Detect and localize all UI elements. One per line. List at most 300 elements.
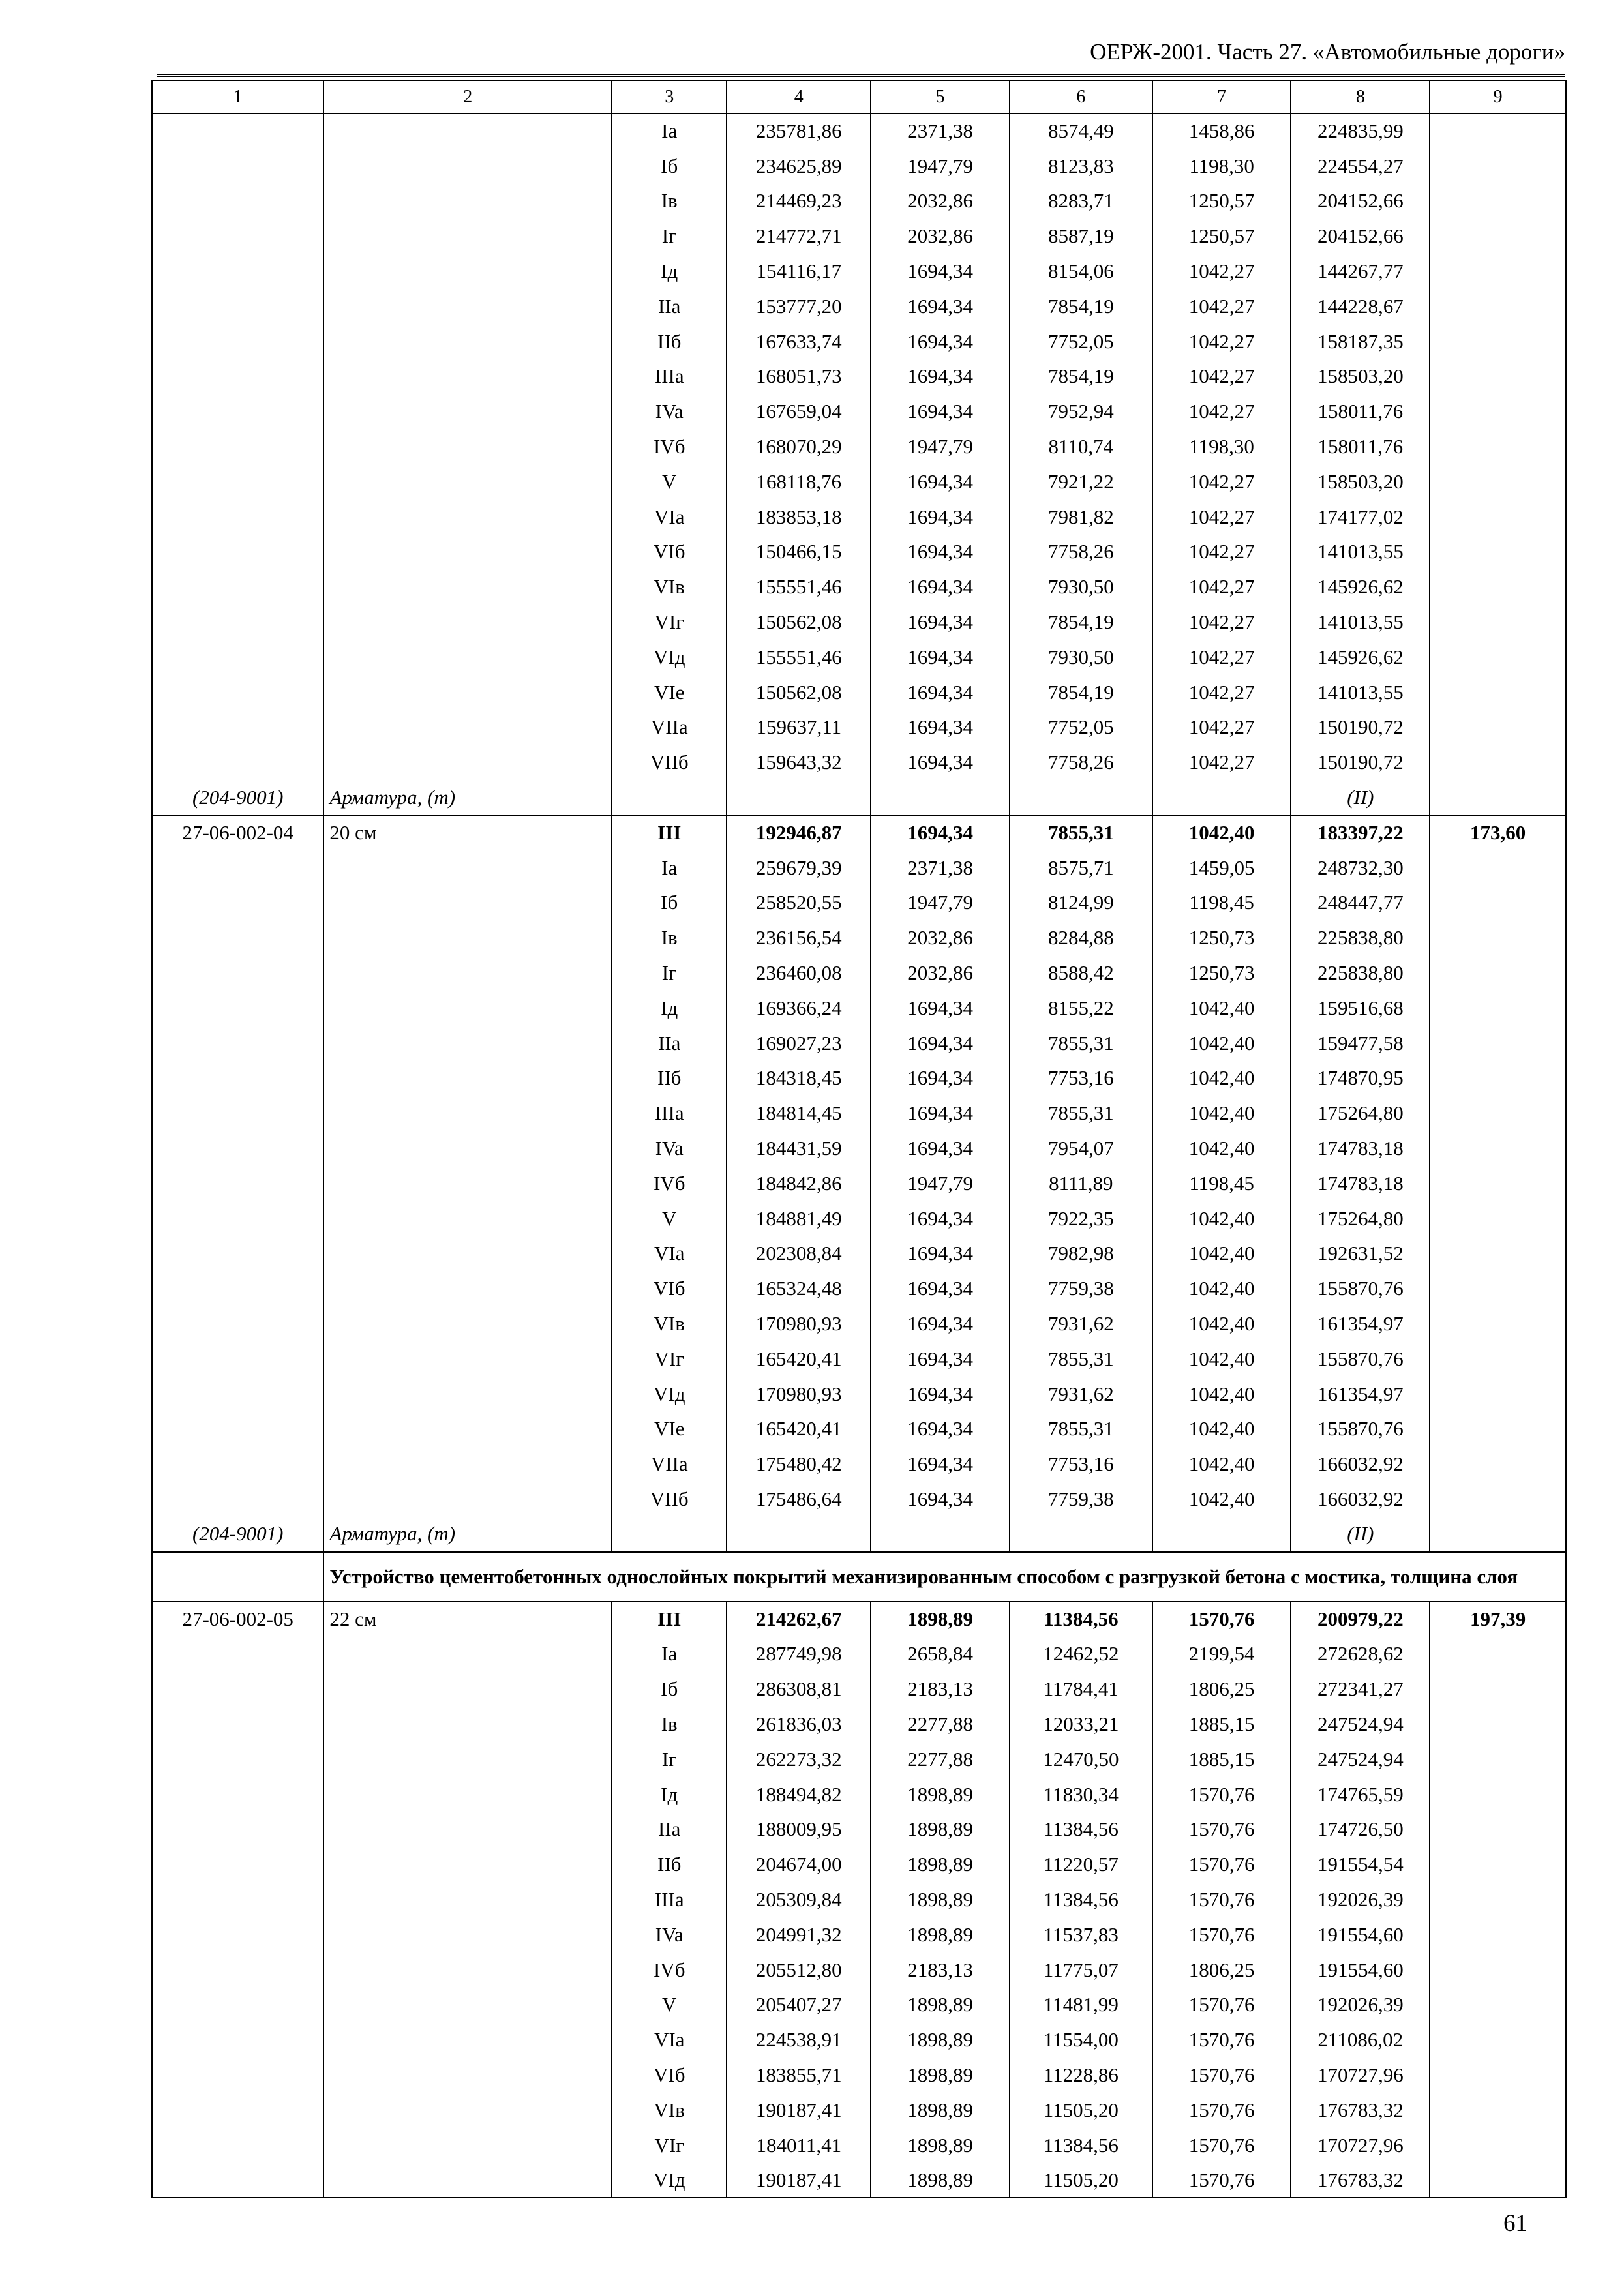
column-number-row bbox=[152, 80, 1566, 113]
value-cell: 1694,34 bbox=[871, 464, 1010, 500]
table-row bbox=[152, 1552, 1566, 1602]
value-cell: 202308,84 bbox=[727, 1236, 871, 1272]
zone-cell: Iв bbox=[612, 184, 727, 219]
value-cell: 1694,34 bbox=[871, 640, 1010, 675]
table-row bbox=[152, 1987, 1566, 2022]
resource-code: (204-9001) bbox=[152, 1517, 323, 1552]
value-cell: 170980,93 bbox=[727, 1377, 871, 1412]
value-cell: 8574,49 bbox=[1010, 113, 1152, 149]
value-cell: 165420,41 bbox=[727, 1341, 871, 1377]
table-row bbox=[152, 113, 1566, 149]
value-cell: 262273,32 bbox=[727, 1742, 871, 1777]
zone-cell: Iг bbox=[612, 1742, 727, 1777]
value-cell: 11554,00 bbox=[1010, 2022, 1152, 2057]
rate-name bbox=[323, 2128, 612, 2163]
value-cell: 1694,34 bbox=[871, 1236, 1010, 1272]
zone-cell: Iд bbox=[612, 1777, 727, 1812]
rate-name bbox=[323, 2022, 612, 2057]
value-cell: 7752,05 bbox=[1010, 324, 1152, 359]
value-cell: 174783,18 bbox=[1291, 1166, 1430, 1201]
value-cell: 184881,49 bbox=[727, 1201, 871, 1236]
table-row bbox=[152, 1201, 1566, 1236]
value-cell: 1042,27 bbox=[1152, 605, 1291, 640]
value-cell: 1042,27 bbox=[1152, 289, 1291, 324]
value-cell bbox=[1430, 1636, 1566, 1671]
value-cell: 7759,38 bbox=[1010, 1271, 1152, 1306]
rate-code bbox=[152, 289, 323, 324]
value-cell: 225838,80 bbox=[1291, 955, 1430, 991]
value-cell: 150190,72 bbox=[1291, 710, 1430, 745]
value-cell: 1459,05 bbox=[1152, 850, 1291, 886]
table-row bbox=[152, 1671, 1566, 1707]
value-cell: 192631,52 bbox=[1291, 1236, 1430, 1272]
value-cell bbox=[1430, 1517, 1566, 1552]
value-cell: 174783,18 bbox=[1291, 1131, 1430, 1166]
value-cell: 234625,89 bbox=[727, 149, 871, 184]
resource-code: (204-9001) bbox=[152, 780, 323, 815]
rate-code bbox=[152, 850, 323, 886]
rate-code bbox=[152, 1306, 323, 1341]
rate-code bbox=[152, 359, 323, 395]
value-cell: 159643,32 bbox=[727, 745, 871, 780]
zone-cell: VIe bbox=[612, 1411, 727, 1446]
table-row bbox=[152, 1061, 1566, 1096]
rate-code bbox=[152, 1882, 323, 1917]
value-cell: 191554,60 bbox=[1291, 1952, 1430, 1988]
rate-name bbox=[323, 394, 612, 429]
value-cell: 8575,71 bbox=[1010, 850, 1152, 886]
value-cell: 8588,42 bbox=[1010, 955, 1152, 991]
value-cell bbox=[1430, 184, 1566, 219]
value-cell bbox=[1430, 745, 1566, 780]
value-cell: 7854,19 bbox=[1010, 359, 1152, 395]
table-row bbox=[152, 1166, 1566, 1201]
rate-name bbox=[323, 1482, 612, 1517]
value-cell: 2371,38 bbox=[871, 113, 1010, 149]
value-cell bbox=[1430, 1952, 1566, 1988]
value-cell: 7758,26 bbox=[1010, 535, 1152, 570]
value-cell: 1806,25 bbox=[1152, 1671, 1291, 1707]
value-cell: 1694,34 bbox=[871, 1271, 1010, 1306]
zone-cell: V bbox=[612, 464, 727, 500]
value-cell: 192026,39 bbox=[1291, 1882, 1430, 1917]
value-cell: 1042,40 bbox=[1152, 1131, 1291, 1166]
value-cell: 235781,86 bbox=[727, 113, 871, 149]
value-cell: 225838,80 bbox=[1291, 920, 1430, 955]
value-cell: 191554,54 bbox=[1291, 1847, 1430, 1882]
table-row bbox=[152, 1446, 1566, 1482]
rate-code bbox=[152, 569, 323, 605]
value-cell: 1898,89 bbox=[871, 2162, 1010, 2198]
zone-cell bbox=[612, 780, 727, 815]
rate-name bbox=[323, 218, 612, 254]
value-cell bbox=[1430, 1812, 1566, 1847]
value-cell bbox=[1430, 1671, 1566, 1707]
zone-cell: IIб bbox=[612, 1061, 727, 1096]
rate-code bbox=[152, 1166, 323, 1201]
table-row bbox=[152, 218, 1566, 254]
zone-cell: IIIa bbox=[612, 1882, 727, 1917]
value-cell: 1694,34 bbox=[871, 1061, 1010, 1096]
value-cell: 170980,93 bbox=[727, 1306, 871, 1341]
value-cell: 150466,15 bbox=[727, 535, 871, 570]
rate-code bbox=[152, 2057, 323, 2093]
value-cell: 8124,99 bbox=[1010, 886, 1152, 921]
value-cell: 1042,40 bbox=[1152, 1411, 1291, 1446]
value-cell bbox=[1430, 1707, 1566, 1742]
value-cell bbox=[1430, 780, 1566, 815]
table-row bbox=[152, 569, 1566, 605]
value-cell: 1898,89 bbox=[871, 1987, 1010, 2022]
value-cell bbox=[1010, 780, 1152, 815]
value-cell: 192026,39 bbox=[1291, 1987, 1430, 2022]
rate-name bbox=[323, 1166, 612, 1201]
rate-code bbox=[152, 1131, 323, 1166]
value-cell: 7854,19 bbox=[1010, 605, 1152, 640]
value-cell: 261836,03 bbox=[727, 1707, 871, 1742]
rate-name bbox=[323, 1812, 612, 1847]
value-cell: 1694,34 bbox=[871, 500, 1010, 535]
value-cell bbox=[1430, 1201, 1566, 1236]
value-cell: 155551,46 bbox=[727, 640, 871, 675]
value-cell: 1947,79 bbox=[871, 886, 1010, 921]
rate-code: 27-06-002-05 bbox=[152, 1602, 323, 1637]
rate-code bbox=[152, 920, 323, 955]
zone-cell: VIв bbox=[612, 1306, 727, 1341]
value-cell: 150562,08 bbox=[727, 605, 871, 640]
value-cell bbox=[1430, 394, 1566, 429]
value-cell: 159516,68 bbox=[1291, 991, 1430, 1026]
rate-code bbox=[152, 324, 323, 359]
value-cell: 158503,20 bbox=[1291, 359, 1430, 395]
value-cell: 224835,99 bbox=[1291, 113, 1430, 149]
value-cell: 176783,32 bbox=[1291, 2162, 1430, 2198]
value-cell: 1042,27 bbox=[1152, 569, 1291, 605]
value-cell bbox=[1430, 535, 1566, 570]
column-number: 8 bbox=[1291, 80, 1430, 113]
rate-code bbox=[152, 1636, 323, 1671]
document-title: ОЕРЖ-2001. Часть 27. «Автомобильные дороги» bbox=[1090, 39, 1565, 65]
rate-name bbox=[323, 1707, 612, 1742]
value-cell: 1042,27 bbox=[1152, 464, 1291, 500]
rate-name bbox=[323, 1671, 612, 1707]
value-cell bbox=[1430, 1847, 1566, 1882]
zone-cell: Iд bbox=[612, 254, 727, 289]
zone-cell: IVa bbox=[612, 1917, 727, 1952]
rate-code bbox=[152, 886, 323, 921]
rate-name bbox=[323, 1271, 612, 1306]
value-cell: 150190,72 bbox=[1291, 745, 1430, 780]
rate-code: 27-06-002-04 bbox=[152, 815, 323, 850]
rate-code bbox=[152, 745, 323, 780]
value-cell: 7921,22 bbox=[1010, 464, 1152, 500]
value-cell: 8123,83 bbox=[1010, 149, 1152, 184]
rate-name bbox=[323, 1882, 612, 1917]
rate-code bbox=[152, 1236, 323, 1272]
value-cell: 11384,56 bbox=[1010, 1602, 1152, 1637]
value-cell: 1898,89 bbox=[871, 2057, 1010, 2093]
value-cell: 1694,34 bbox=[871, 535, 1010, 570]
zone-cell: IVa bbox=[612, 1131, 727, 1166]
value-cell: 175486,64 bbox=[727, 1482, 871, 1517]
value-cell: 1694,34 bbox=[871, 605, 1010, 640]
resource-name: Арматура, (т) bbox=[323, 1517, 612, 1552]
table-row bbox=[152, 254, 1566, 289]
value-cell: 1042,40 bbox=[1152, 1236, 1291, 1272]
value-cell: 1694,34 bbox=[871, 394, 1010, 429]
value-cell: 155870,76 bbox=[1291, 1271, 1430, 1306]
value-cell: 11775,07 bbox=[1010, 1952, 1152, 1988]
value-cell: 224554,27 bbox=[1291, 149, 1430, 184]
rate-code bbox=[152, 535, 323, 570]
rate-name bbox=[323, 745, 612, 780]
value-cell bbox=[1430, 429, 1566, 464]
table-row bbox=[152, 991, 1566, 1026]
table-row bbox=[152, 535, 1566, 570]
rate-code bbox=[152, 710, 323, 745]
value-cell: 1042,40 bbox=[1152, 1482, 1291, 1517]
zone-cell: VIIa bbox=[612, 1446, 727, 1482]
value-cell: 1570,76 bbox=[1152, 1777, 1291, 1812]
value-cell: 168118,76 bbox=[727, 464, 871, 500]
zone-cell: VIд bbox=[612, 1377, 727, 1412]
resource-name: Арматура, (т) bbox=[323, 780, 612, 815]
value-cell: 1694,34 bbox=[871, 1377, 1010, 1412]
value-cell: 224538,91 bbox=[727, 2022, 871, 2057]
value-cell: 1694,34 bbox=[871, 1096, 1010, 1131]
table-row bbox=[152, 2057, 1566, 2093]
value-cell: 1042,27 bbox=[1152, 394, 1291, 429]
value-cell: 1198,45 bbox=[1152, 886, 1291, 921]
value-cell: 1898,89 bbox=[871, 2128, 1010, 2163]
value-cell: 7931,62 bbox=[1010, 1306, 1152, 1341]
value-cell: 1570,76 bbox=[1152, 2022, 1291, 2057]
rate-name bbox=[323, 429, 612, 464]
value-cell: 7855,31 bbox=[1010, 1411, 1152, 1446]
value-cell: 2183,13 bbox=[871, 1952, 1010, 1988]
table-row bbox=[152, 394, 1566, 429]
rate-code bbox=[152, 254, 323, 289]
value-cell: 11220,57 bbox=[1010, 1847, 1152, 1882]
value-cell: 1570,76 bbox=[1152, 1882, 1291, 1917]
value-cell: 141013,55 bbox=[1291, 605, 1430, 640]
value-cell: 1694,34 bbox=[871, 1446, 1010, 1482]
value-cell: 1806,25 bbox=[1152, 1952, 1291, 1988]
value-cell: 191554,60 bbox=[1291, 1917, 1430, 1952]
rate-code bbox=[152, 2093, 323, 2128]
value-cell: 1694,34 bbox=[871, 1306, 1010, 1341]
value-cell: 141013,55 bbox=[1291, 675, 1430, 710]
zone-cell: VIIб bbox=[612, 745, 727, 780]
value-cell: 7982,98 bbox=[1010, 1236, 1152, 1272]
table-row bbox=[152, 1636, 1566, 1671]
rate-code bbox=[152, 1847, 323, 1882]
value-cell: 11384,56 bbox=[1010, 1812, 1152, 1847]
value-cell: 174726,50 bbox=[1291, 1812, 1430, 1847]
table-row bbox=[152, 2162, 1566, 2198]
value-cell bbox=[1430, 886, 1566, 921]
value-cell: 144228,67 bbox=[1291, 289, 1430, 324]
value-cell bbox=[1430, 149, 1566, 184]
value-cell: 1694,34 bbox=[871, 1411, 1010, 1446]
value-cell bbox=[1430, 324, 1566, 359]
rate-name bbox=[323, 1061, 612, 1096]
table-row bbox=[152, 2128, 1566, 2163]
value-cell: 1898,89 bbox=[871, 1812, 1010, 1847]
rate-code bbox=[152, 149, 323, 184]
value-cell: 8284,88 bbox=[1010, 920, 1152, 955]
value-cell bbox=[1430, 2093, 1566, 2128]
value-cell bbox=[1430, 254, 1566, 289]
rate-code bbox=[152, 184, 323, 219]
table-row bbox=[152, 1026, 1566, 1061]
rates-table bbox=[151, 80, 1567, 2198]
rate-code bbox=[152, 1446, 323, 1482]
value-cell: 173,60 bbox=[1430, 815, 1566, 850]
value-cell: 7854,19 bbox=[1010, 675, 1152, 710]
rate-name bbox=[323, 1952, 612, 1988]
rate-code bbox=[152, 1987, 323, 2022]
value-cell: 197,39 bbox=[1430, 1602, 1566, 1637]
zone-cell: V bbox=[612, 1201, 727, 1236]
table-row bbox=[152, 710, 1566, 745]
value-cell: 155551,46 bbox=[727, 569, 871, 605]
value-cell bbox=[1430, 640, 1566, 675]
page-number: 61 bbox=[1503, 2210, 1527, 2237]
zone-cell: IIa bbox=[612, 1026, 727, 1061]
value-cell: 272628,62 bbox=[1291, 1636, 1430, 1671]
rate-name bbox=[323, 605, 612, 640]
value-cell: 168070,29 bbox=[727, 429, 871, 464]
rate-name bbox=[323, 2162, 612, 2198]
rate-code bbox=[152, 1411, 323, 1446]
column-number: 4 bbox=[727, 80, 871, 113]
value-cell: 1694,34 bbox=[871, 1026, 1010, 1061]
table-row bbox=[152, 1917, 1566, 1952]
value-cell: 170727,96 bbox=[1291, 2128, 1430, 2163]
value-cell: 184011,41 bbox=[727, 2128, 871, 2163]
zone-cell: Iб bbox=[612, 149, 727, 184]
value-cell bbox=[1430, 218, 1566, 254]
value-cell bbox=[1010, 1517, 1152, 1552]
rate-code bbox=[152, 1552, 323, 1602]
value-cell: 1570,76 bbox=[1152, 1812, 1291, 1847]
value-cell: 141013,55 bbox=[1291, 535, 1430, 570]
rate-code bbox=[152, 675, 323, 710]
value-cell: 1042,40 bbox=[1152, 1061, 1291, 1096]
value-cell: 1694,34 bbox=[871, 815, 1010, 850]
rate-name bbox=[323, 359, 612, 395]
value-cell: 174177,02 bbox=[1291, 500, 1430, 535]
value-cell: 2658,84 bbox=[871, 1636, 1010, 1671]
value-cell: 153777,20 bbox=[727, 289, 871, 324]
value-cell: 12462,52 bbox=[1010, 1636, 1152, 1671]
value-cell bbox=[1430, 1411, 1566, 1446]
value-cell: 11384,56 bbox=[1010, 1882, 1152, 1917]
value-cell: 1570,76 bbox=[1152, 1602, 1291, 1637]
value-cell: 1694,34 bbox=[871, 254, 1010, 289]
value-cell: 8110,74 bbox=[1010, 429, 1152, 464]
value-cell: 1694,34 bbox=[871, 991, 1010, 1026]
column-number: 6 bbox=[1010, 80, 1152, 113]
value-cell: 7854,19 bbox=[1010, 289, 1152, 324]
value-cell: 205407,27 bbox=[727, 1987, 871, 2022]
value-cell: 7922,35 bbox=[1010, 1201, 1152, 1236]
rate-code bbox=[152, 1377, 323, 1412]
value-cell bbox=[1430, 1377, 1566, 1412]
value-cell: 158011,76 bbox=[1291, 394, 1430, 429]
value-cell: 7855,31 bbox=[1010, 1341, 1152, 1377]
value-cell: 144267,77 bbox=[1291, 254, 1430, 289]
value-cell: 204152,66 bbox=[1291, 218, 1430, 254]
table-row bbox=[152, 1377, 1566, 1412]
zone-cell: Ia bbox=[612, 1636, 727, 1671]
table-row bbox=[152, 2022, 1566, 2057]
page-header bbox=[157, 38, 1565, 77]
rate-code bbox=[152, 1096, 323, 1131]
zone-cell: VIa bbox=[612, 1236, 727, 1272]
rate-code bbox=[152, 394, 323, 429]
value-cell bbox=[1430, 1777, 1566, 1812]
rate-name bbox=[323, 955, 612, 991]
value-cell: 1198,30 bbox=[1152, 149, 1291, 184]
value-cell: 1042,27 bbox=[1152, 254, 1291, 289]
rate-code bbox=[152, 955, 323, 991]
value-cell: 1694,34 bbox=[871, 1131, 1010, 1166]
value-cell: 1042,27 bbox=[1152, 745, 1291, 780]
rate-name bbox=[323, 324, 612, 359]
value-cell bbox=[1430, 1306, 1566, 1341]
rate-code bbox=[152, 1026, 323, 1061]
rate-code bbox=[152, 1061, 323, 1096]
rate-name bbox=[323, 1026, 612, 1061]
value-cell: 1042,27 bbox=[1152, 359, 1291, 395]
zone-cell: VIIa bbox=[612, 710, 727, 745]
table-row bbox=[152, 1271, 1566, 1306]
rate-code bbox=[152, 1482, 323, 1517]
zone-cell: IIб bbox=[612, 1847, 727, 1882]
table-row bbox=[152, 745, 1566, 780]
value-cell: 1570,76 bbox=[1152, 1917, 1291, 1952]
column-number: 1 bbox=[152, 80, 323, 113]
value-cell: 1898,89 bbox=[871, 1777, 1010, 1812]
table-row bbox=[152, 1517, 1566, 1552]
zone-cell: IIIa bbox=[612, 359, 727, 395]
table-row bbox=[152, 1812, 1566, 1847]
rate-name bbox=[323, 886, 612, 921]
value-cell: 1694,34 bbox=[871, 1341, 1010, 1377]
value-cell: 1250,73 bbox=[1152, 920, 1291, 955]
column-number: 2 bbox=[323, 80, 612, 113]
value-cell: 11537,83 bbox=[1010, 1917, 1152, 1952]
rate-name bbox=[323, 1987, 612, 2022]
table-row bbox=[152, 780, 1566, 815]
rate-name bbox=[323, 2057, 612, 2093]
rate-code bbox=[152, 1917, 323, 1952]
value-cell: 175264,80 bbox=[1291, 1201, 1430, 1236]
zone-cell: Iб bbox=[612, 886, 727, 921]
value-cell bbox=[1430, 1882, 1566, 1917]
value-cell: 166032,92 bbox=[1291, 1482, 1430, 1517]
value-cell: 7954,07 bbox=[1010, 1131, 1152, 1166]
value-cell bbox=[1430, 113, 1566, 149]
value-cell: 11505,20 bbox=[1010, 2093, 1152, 2128]
rate-name bbox=[323, 464, 612, 500]
table-row bbox=[152, 149, 1566, 184]
value-cell: 7981,82 bbox=[1010, 500, 1152, 535]
value-cell: 214772,71 bbox=[727, 218, 871, 254]
table-row bbox=[152, 850, 1566, 886]
